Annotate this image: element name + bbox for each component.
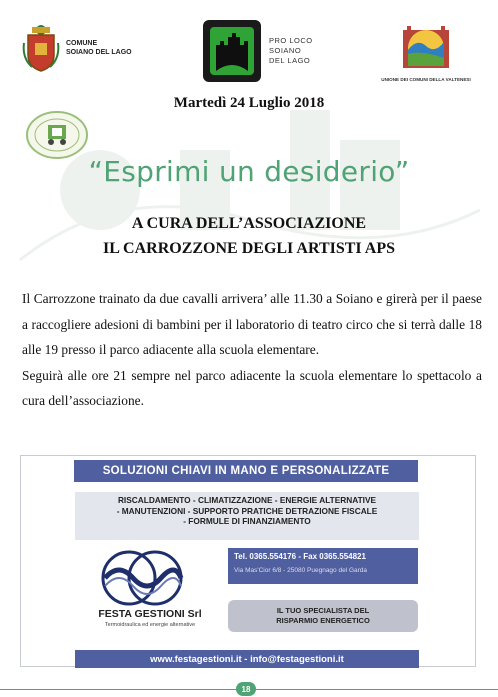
ad-company-name: FESTA GESTIONI Srl	[98, 608, 202, 620]
organizer-line-2: IL CARROZZONE DEGLI ARTISTI APS	[103, 240, 395, 257]
description-paragraph-1: Il Carrozzone trainato da due cavalli arrivera’ alle 11.30 a Soiano e girerà per il paese a raccogliere adesioni di bambini per il laboratorio di teatro circo che si terrà dalle 18 alle 19 presso il parco adiacente alla scuola elementare.	[22, 291, 482, 358]
unione-label: UNIONE DEI COMUNI DELLA VALTENESI	[381, 77, 471, 82]
ad-service-line: - MANUTENZIONI - SUPPORTO PRATICHE DETRAZIONE FISCALE	[116, 505, 378, 516]
comune-logo	[22, 20, 172, 76]
ad-company-tagline: Termoidraulica ed energie alternative	[104, 622, 196, 628]
ad-phone-fax: Tel. 0365.554176 - Fax 0365.554821	[234, 552, 366, 561]
ad-headline: SOLUZIONI CHIAVI IN MANO E PERSONALIZZATE	[74, 460, 418, 482]
comune-label: COMUNE	[66, 40, 98, 47]
page-number: 18	[236, 682, 256, 696]
event-title: “Esprimi un desiderio”	[88, 155, 410, 188]
event-description	[22, 286, 482, 414]
page-footer	[0, 682, 498, 697]
proloco-logo	[203, 20, 343, 82]
festa-gestioni-ad	[20, 455, 476, 667]
event-date: Martedì 24 Luglio 2018	[173, 95, 325, 111]
description-paragraph-2: Seguirà alle ore 21 sempre nel parco adiacente la scuola elementare lo spettacolo a cura dell’associazione.	[22, 367, 482, 409]
valtenesi-emblem-icon	[397, 20, 455, 70]
proloco-line3: DEL LAGO	[269, 56, 311, 65]
organizer-line-1: A CURA DELL’ASSOCIAZIONE	[131, 215, 367, 232]
festa-gestioni-wave-icon	[99, 548, 185, 608]
proloco-line1: PRO LOCO	[269, 36, 313, 45]
proloco-castle-icon	[203, 20, 261, 82]
ad-specialist-line-2: RISPARMIO ENERGETICO	[276, 616, 370, 625]
ad-services-box	[75, 492, 419, 540]
comune-name: SOIANO DEL LAGO	[66, 49, 132, 56]
ad-specialist-line-1: IL TUO SPECIALISTA DEL	[276, 606, 370, 615]
valtenesi-logo	[376, 20, 476, 82]
ad-service-line: - FORMULE DI FINANZIAMENTO	[183, 516, 311, 526]
ad-contact-box	[228, 548, 418, 584]
comune-crest-icon	[22, 23, 60, 73]
ad-specialist-badge	[228, 600, 418, 632]
ad-service-line: RISCALDAMENTO - CLIMATIZZAZIONE - ENERGIE ALTERNATIVE	[117, 495, 377, 505]
ad-website-email: www.festagestioni.it - info@festagestioni.it	[75, 650, 419, 668]
proloco-line2: SOIANO	[269, 46, 302, 55]
carrozzone-logo-icon	[24, 110, 90, 160]
ad-address: Via Mas'Cior 6/8 - 25080 Puegnago del Garda	[234, 567, 368, 574]
